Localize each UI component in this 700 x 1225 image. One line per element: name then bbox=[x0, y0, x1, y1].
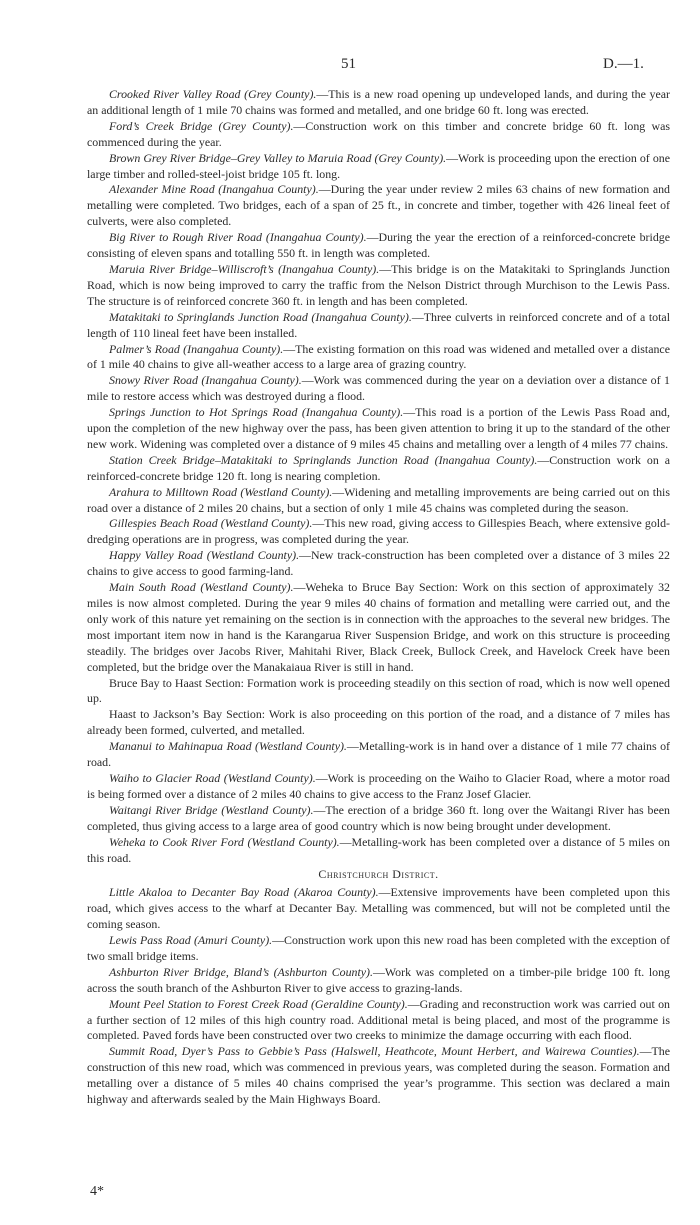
entry-text: —Construction work on this timber and concrete bridge 60 ft. long was commenced during the year. bbox=[87, 118, 670, 149]
entry-paragraph bbox=[87, 405, 670, 453]
entry-paragraph bbox=[87, 548, 670, 580]
entry-text: —This road is a portion of the Lewis Pass Road and, upon the completion of the new highway over the pass, has been given attention to bring it up to the standard of the other new work. Widening was completed over a distance of 9 miles 45 chains and metalling over a length of 4 miles 77 chains. bbox=[87, 405, 670, 451]
entry-text: —This new road, giving access to Gillespies Beach, where extensive gold-dredging operations are in progress, was completed during the year. bbox=[87, 516, 670, 547]
entry-text: —Weheka to Bruce Bay Section: Work on this section of approximately 32 miles is now almost completed. During the year 9 miles 40 chains of formation and metalling were carried out, and the only work of this nature yet remaining on the section is in connection with the approaches to the several new bridges. The most important item now in hand is the Karangarua River Suspension Bridge, and work on this structure is proceeding steadily. The bridges over Jacobs River, Mahitahi River, Black Creek, Bullock Creek, and Havelock Creek have been completed, but the bridge over the Manakaiaua River is still in hand. bbox=[87, 580, 670, 674]
entry-text: —During the year the erection of a reinforced-concrete bridge consisting of eleven spans and totalling 550 ft. in length was completed. bbox=[87, 230, 670, 261]
entry-title: Crooked River Valley Road (Grey County). bbox=[109, 87, 317, 101]
district-heading: Christchurch District. bbox=[318, 867, 439, 882]
entry-text: —This bridge is on the Matakitaki to Springlands Junction Road, which is now being improved to carry the traffic from the Nelson District through Murchison to the Lewis Pass. The structure is of reinforced concrete 360 ft. in length and has been completed. bbox=[87, 261, 670, 308]
entry-paragraph bbox=[87, 835, 670, 867]
entry-paragraph bbox=[87, 933, 670, 965]
entry-text: —This is a new road opening up undeveloped lands, and during the year an additional length of 1 mile 70 chains was formed and metalled, and one bridge 60 ft. long was erected. bbox=[87, 87, 671, 117]
entry-text: —During the year under review 2 miles 63 chains of new formation and metalling were completed. Two bridges, each of a span of 25 ft., in concrete and timber, together with 426 lineal feet of culverts, were also completed. bbox=[87, 182, 671, 229]
entry-paragraph bbox=[87, 803, 670, 835]
entry-title: Main South Road (Westland County). bbox=[109, 580, 294, 595]
entry-paragraph bbox=[87, 151, 670, 183]
entry-text: —Metalling-work has been completed over a distance of 5 miles on this road. bbox=[87, 834, 670, 865]
entry-title: Summit Road, Dyer’s Pass to Gebbie’s Pass (Halswell, Heathcote, Mount Herbert, and Wairewa Counties). bbox=[109, 1044, 640, 1059]
section-paragraph: Haast to Jackson’s Bay Section: Work is also proceeding on this portion of the road, and a distance of 7 miles has already been formed, culverted, and metalled. bbox=[87, 707, 670, 738]
entry-text: —The construction of this new road, which was commenced in previous years, was completed during the season. Formation and metalling over a distance of 5 miles 40 chains comprised the year’s programme. This section was declared a main highway and afterwards sealed by the Main Highways Board. bbox=[87, 1044, 670, 1107]
entry-text: —Extensive improvements have been completed upon this road, which gives access to the wharf at Decanter Bay. Metalling was commenced, but will not be completed until the coming season. bbox=[87, 885, 670, 932]
entry-paragraph bbox=[87, 739, 670, 771]
entry-title: Alexander Mine Road (Inangahua County). bbox=[109, 182, 319, 197]
entry-text: —Work is proceeding upon the erection of one large timber and rolled-steel-joist bridge 105 ft. long. bbox=[87, 150, 670, 181]
entry-text: —Work was completed on a timber-pile bridge 100 ft. long across the south branch of the Ashburton River to give access to grazing-lands. bbox=[87, 964, 670, 995]
entry-paragraph bbox=[87, 453, 670, 485]
entry-paragraph bbox=[87, 965, 670, 997]
entry-text: —Construction work on a reinforced-concrete bridge 120 ft. long is nearing completion. bbox=[87, 452, 670, 483]
entry-paragraph bbox=[87, 516, 670, 548]
entry-title: Happy Valley Road (Westland County). bbox=[109, 548, 300, 563]
entry-text: —Work is proceeding on the Waiho to Glacier Road, where a motor road is being formed over a distance of 2 miles 40 chains to give access to the Franz Josef Glacier. bbox=[87, 770, 670, 801]
entry-title: Waiho to Glacier Road (Westland County). bbox=[109, 770, 316, 785]
entry-title: Weheka to Cook River Ford (Westland County). bbox=[109, 834, 340, 849]
entry-title: Waitangi River Bridge (Westland County). bbox=[109, 802, 314, 817]
entry-paragraph bbox=[87, 997, 670, 1045]
entry-title: Ford’s Creek Bridge (Grey County). bbox=[109, 118, 294, 133]
entry-paragraph bbox=[87, 885, 670, 933]
entry-text: —Three culverts in reinforced concrete and of a total length of 110 lineal feet have been installed. bbox=[87, 309, 670, 340]
report-body bbox=[87, 87, 670, 1108]
entry-paragraph bbox=[87, 182, 670, 230]
entry-title: Lewis Pass Road (Amuri County). bbox=[109, 933, 273, 948]
entry-paragraph bbox=[87, 119, 670, 151]
entry-paragraph bbox=[87, 485, 670, 517]
entry-title: Station Creek Bridge–Matakitaki to Springlands Junction Road (Inangahua County). bbox=[109, 452, 538, 467]
entry-text: —The existing formation on this road was widened and metalled over a distance of 1 mile 40 chains to give all-weather access to a large area of grazing country. bbox=[87, 341, 670, 372]
entry-paragraph bbox=[87, 87, 670, 119]
entry-title: Snowy River Road (Inangahua County). bbox=[109, 373, 302, 388]
entry-text: —Construction work upon this new road has been completed with the exception of two small bridge items. bbox=[87, 933, 670, 963]
entry-paragraph bbox=[87, 310, 670, 342]
document-reference: D.—1. bbox=[603, 56, 644, 72]
entry-title: Matakitaki to Springlands Junction Road (Inangahua County). bbox=[109, 309, 412, 324]
entry-title: Springs Junction to Hot Springs Road (Inangahua County). bbox=[109, 405, 404, 420]
entry-paragraph bbox=[87, 771, 670, 803]
entry-text: —The erection of a bridge 360 ft. long over the Waitangi River has been completed, thus giving access to a large area of good country which is now being brought under development. bbox=[87, 802, 670, 833]
entry-paragraph bbox=[87, 580, 670, 675]
page-number: 51 bbox=[341, 56, 356, 72]
entry-title: Mananui to Mahinapua Road (Westland County). bbox=[109, 739, 347, 754]
entry-paragraph bbox=[87, 342, 670, 374]
entry-title: Gillespies Beach Road (Westland County). bbox=[109, 516, 313, 531]
signature-mark: 4* bbox=[90, 1184, 104, 1199]
entry-title: Mount Peel Station to Forest Creek Road (Geraldine County). bbox=[109, 996, 408, 1011]
entry-paragraph bbox=[87, 1044, 670, 1108]
page-header bbox=[0, 56, 700, 76]
entry-paragraph bbox=[87, 230, 670, 262]
entry-title: Little Akaloa to Decanter Bay Road (Akaroa County). bbox=[109, 885, 379, 900]
entry-text: —New track-construction has been completed over a distance of 3 miles 22 chains to give access to good farming-land. bbox=[87, 548, 670, 579]
entry-title: Maruia River Bridge–Williscroft’s (Inangahua County). bbox=[109, 261, 380, 276]
entry-title: Brown Grey River Bridge–Grey Valley to Maruia Road (Grey County). bbox=[109, 150, 447, 165]
entry-title: Arahura to Milltown Road (Westland County). bbox=[109, 484, 333, 499]
entry-text: —Grading and reconstruction work was carried out on a further section of 12 miles of this high country road. Additional metal is being placed, and most of the programme is completed. Paved fords have been constructed over two creeks to minimize the damage occurring with each flood. bbox=[87, 996, 670, 1043]
section-paragraph: Bruce Bay to Haast Section: Formation work is proceeding steadily on this section of road, which is now well opened up. bbox=[87, 675, 670, 706]
entry-text: —Work was commenced during the year on a deviation over a distance of 1 mile to restore access which was destroyed during a flood. bbox=[87, 373, 670, 404]
entry-text: —Widening and metalling improvements are being carried out on this road over a distance of 2 miles 20 chains, but a section of only 1 mile 45 chains was completed during the season. bbox=[87, 484, 670, 515]
entry-text: —Metalling-work is in hand over a distance of 1 mile 77 chains of road. bbox=[87, 739, 670, 770]
entry-title: Big River to Rough River Road (Inangahua County). bbox=[109, 230, 367, 245]
entry-paragraph bbox=[87, 373, 670, 405]
entry-title: Palmer’s Road (Inangahua County). bbox=[109, 341, 284, 356]
entry-paragraph bbox=[87, 262, 670, 310]
entry-title: Ashburton River Bridge, Bland’s (Ashburton County). bbox=[109, 964, 373, 979]
